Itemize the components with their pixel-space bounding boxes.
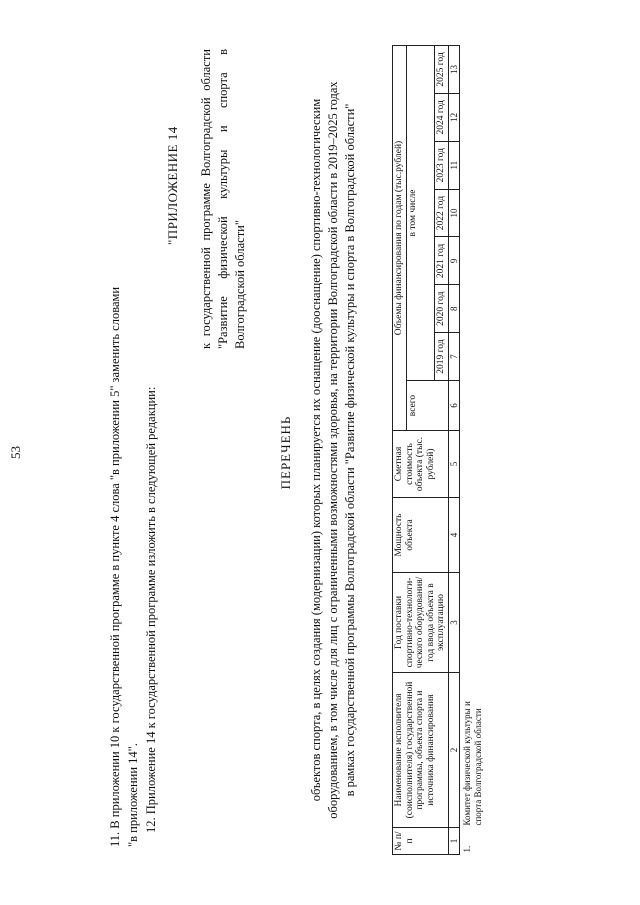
row-num: 1.	[462, 845, 472, 853]
header-power: Мощность объекта	[393, 498, 449, 573]
column-number: 11	[448, 141, 460, 189]
header-in-that: в том числе	[406, 46, 435, 381]
column-number: 5	[448, 431, 460, 498]
column-number: 8	[448, 285, 460, 333]
column-number-row	[448, 46, 460, 855]
header-year-2021: 2021 год	[435, 237, 449, 285]
column-number: 9	[448, 237, 460, 285]
header-year-2022: 2022 год	[435, 189, 449, 237]
paragraph-12: 12. Приложение 14 к государственной программе изложить в следующей редакции:	[144, 386, 158, 833]
row-name: Комитет физической культуры и спорта Волгоградской области	[462, 701, 483, 826]
list-heading: ПЕРЕЧЕНЬ	[278, 415, 293, 490]
header-year: Год поставки спортивно-технологи-ческого оборудования/ год ввода объекта в эксплуатацию	[393, 573, 449, 673]
appendix-title: "ПРИЛОЖЕНИЕ 14	[165, 126, 180, 245]
column-number: 1	[448, 828, 460, 855]
column-number: 4	[448, 498, 460, 573]
header-funding: Объемы финансирования по годам (тыс.рублей)	[393, 46, 407, 431]
page-number: 53	[8, 446, 23, 459]
column-number: 10	[448, 189, 460, 237]
header-total: всего	[406, 381, 448, 431]
header-year-2023: 2023 год	[435, 141, 449, 189]
column-number: 13	[448, 46, 460, 94]
paragraph-11: 11. В приложении 10 к государственной программе в пункте 4 слова "в приложении 5" заменить словами	[108, 286, 122, 847]
column-number: 3	[448, 573, 460, 673]
header-year-2025: 2025 год	[435, 46, 449, 94]
header-name: Наименование исполнителя (соисполнителя) государственной программы, объекта спорта и источника финансирования	[393, 673, 449, 828]
header-cost: Сметная стоимость объекта (тыс. рублей)	[393, 431, 449, 498]
column-number: 7	[448, 333, 460, 381]
header-year-2024: 2024 год	[435, 93, 449, 141]
list-description: объектов спорта, в целях создания (модернизации) которых планируется их оснащение (дооснащение) спортивно-технологическим оборудованием, в том числе для лиц с ограниченными возможностями здоровья, на территории Волгоградской области в 2019–2025 годах в рамках государственной программы Волгоградской области "Развитие физической культуры и спорта в Волгоградской области"	[309, 81, 357, 819]
appendix-reference: к государственной программе Волгоградской области "Развитие физической культуры и спорта в Волгоградской области"	[199, 49, 247, 349]
financing-table	[392, 45, 485, 855]
financing-table-grid	[392, 45, 485, 855]
paragraph-11-continuation: "в приложении 14".	[126, 743, 140, 847]
header-num: № п/п	[393, 828, 449, 855]
table-row	[460, 46, 486, 855]
column-number: 12	[448, 93, 460, 141]
column-number: 6	[448, 381, 460, 431]
header-year-2020: 2020 год	[435, 285, 449, 333]
column-number: 2	[448, 673, 460, 828]
header-year-2019: 2019 год	[435, 333, 449, 381]
